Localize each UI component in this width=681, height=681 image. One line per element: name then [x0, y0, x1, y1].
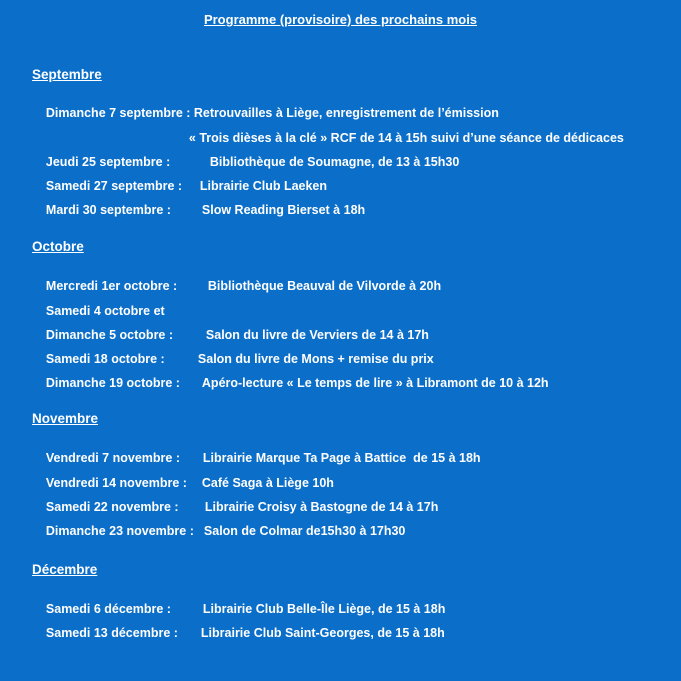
- event-date: Dimanche 19 octobre :: [45, 376, 180, 390]
- event-description: Librairie Marque Ta Page à Battice de 15 à 18h: [202, 451, 481, 465]
- event-date: Samedi 4 octobre et: [45, 304, 165, 318]
- event-row: [32, 612, 445, 654]
- event-date: Dimanche 5 octobre :: [45, 328, 174, 342]
- event-date: Vendredi 7 novembre :: [45, 451, 180, 465]
- event-description: Salon du livre de Mons + remise du prix: [197, 352, 434, 366]
- event-description: Café Saga à Liège 10h: [201, 476, 334, 490]
- month-heading-september: Septembre: [32, 67, 102, 82]
- event-row: [32, 189, 365, 231]
- event-description: « Trois dièses à la clé » RCF de 14 à 15h suivi d’une séance de dédicaces: [188, 131, 624, 145]
- event-date: Samedi 22 novembre :: [45, 500, 179, 514]
- event-date: Samedi 6 décembre :: [45, 602, 171, 616]
- month-heading-october: Octobre: [32, 239, 84, 254]
- event-date: Samedi 13 décembre :: [45, 626, 178, 640]
- event-description: Slow Reading Bierset à 18h: [201, 203, 366, 217]
- event-date: Dimanche 7 septembre :: [45, 106, 191, 120]
- month-heading-december: Décembre: [32, 562, 98, 577]
- event-date: Jeudi 25 septembre :: [45, 155, 171, 169]
- event-row: [32, 362, 549, 404]
- event-description: Librairie Club Belle-Île Liège, de 15 à 18h: [202, 602, 446, 616]
- event-description: Salon du livre de Verviers de 14 à 17h: [205, 328, 429, 342]
- event-date: Samedi 18 octobre :: [45, 352, 165, 366]
- event-description: Librairie Club Laeken: [199, 179, 328, 193]
- event-description: Bibliothèque Beauval de Vilvorde à 20h: [207, 279, 442, 293]
- event-row: [32, 510, 405, 552]
- event-description: Retrouvailles à Liège, enregistrement de l’émission: [190, 106, 499, 120]
- month-heading-november: Novembre: [32, 411, 99, 426]
- event-date: Vendredi 14 novembre :: [45, 476, 187, 490]
- event-description: Librairie Club Saint-Georges, de 15 à 18h: [200, 626, 445, 640]
- page-title: Programme (provisoire) des prochains mois: [203, 12, 478, 27]
- event-date: Dimanche 23 novembre :: [45, 524, 194, 538]
- event-description: Salon de Colmar de15h30 à 17h30: [203, 524, 406, 538]
- event-date: Mercredi 1er octobre :: [45, 279, 178, 293]
- event-date: Mardi 30 septembre :: [45, 203, 171, 217]
- event-description: Librairie Croisy à Bastogne de 14 à 17h: [204, 500, 439, 514]
- event-date: Samedi 27 septembre :: [45, 179, 183, 193]
- event-description: Apéro-lecture « Le temps de lire » à Libramont de 10 à 12h: [201, 376, 549, 390]
- event-description: Bibliothèque de Soumagne, de 13 à 15h30: [209, 155, 460, 169]
